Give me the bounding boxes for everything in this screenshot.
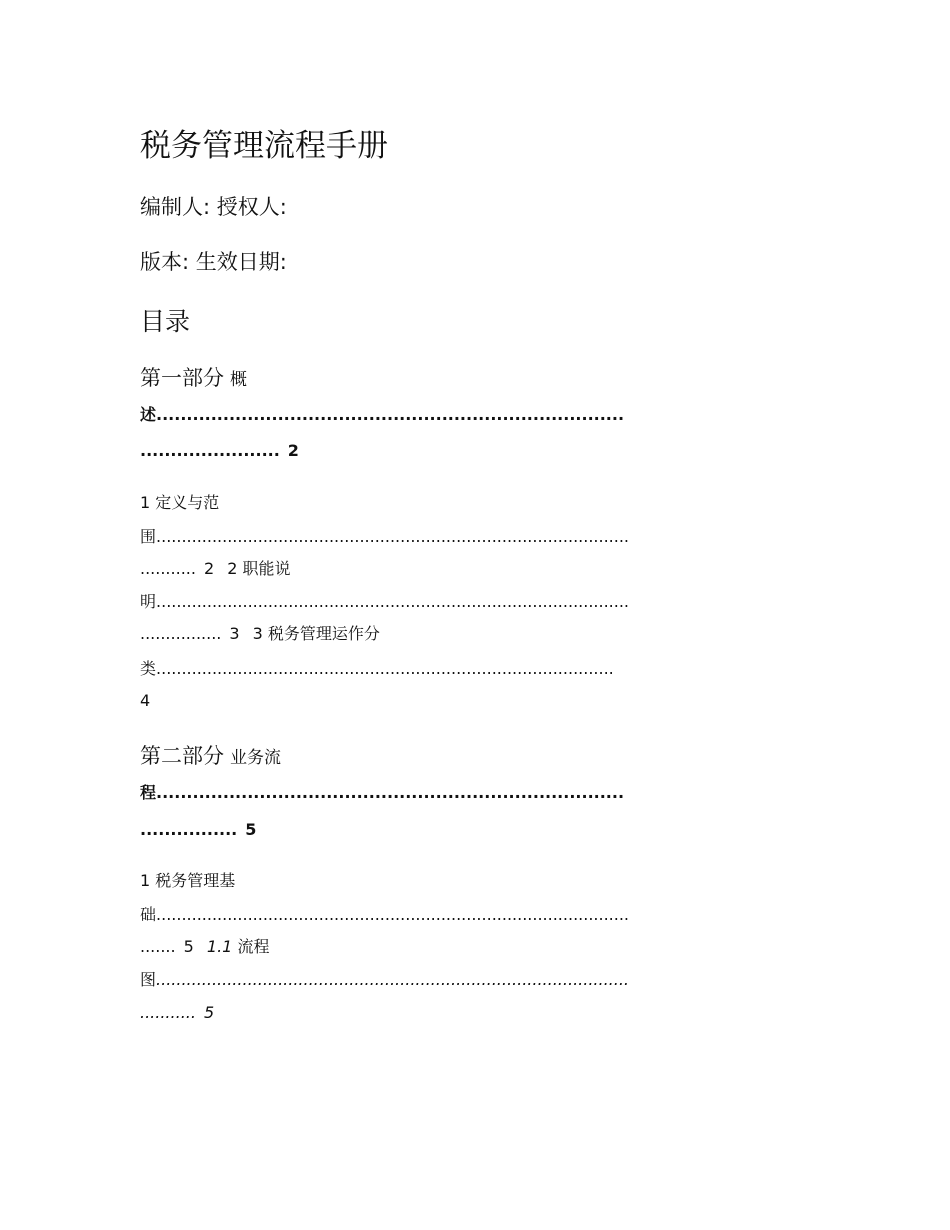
toc-part-1-name-tail: 述 bbox=[140, 405, 157, 424]
dot-leader: ............................................................................. bbox=[156, 783, 625, 802]
toc-item-3-page-line[interactable] bbox=[140, 689, 810, 713]
dot-leader: ............................................................................................. bbox=[156, 970, 630, 989]
toc-part-2-label: 第二部分 bbox=[140, 744, 224, 768]
toc-item-3-leader[interactable] bbox=[140, 657, 810, 681]
document-title: 税务管理流程手册 bbox=[140, 128, 388, 164]
toc-item-1-page-line[interactable] bbox=[140, 557, 810, 581]
version-line: 版本: 生效日期: bbox=[140, 250, 287, 274]
toc-part-1-leader-cont[interactable] bbox=[140, 439, 810, 463]
toc-item-2-page-line[interactable] bbox=[140, 622, 810, 646]
toc-item-4-leader[interactable] bbox=[140, 903, 810, 927]
dot-leader: .......................................................................................... bbox=[156, 659, 614, 678]
dot-leader: ........... bbox=[140, 1003, 196, 1022]
toc-item-4-page: 5 bbox=[183, 937, 194, 956]
author-line: 编制人: 授权人: bbox=[140, 195, 287, 219]
dot-leader: ............................................................................................. bbox=[156, 592, 630, 611]
toc-heading: 目录 bbox=[140, 307, 191, 336]
toc-item-4-title-tail: 础 bbox=[140, 905, 157, 924]
toc-item-1[interactable] bbox=[140, 491, 810, 515]
toc-item-1-leader[interactable] bbox=[140, 525, 810, 549]
toc-item-4[interactable] bbox=[140, 869, 810, 893]
toc-part-1-label: 第一部分 bbox=[140, 366, 224, 390]
toc-item-5-page: 5 bbox=[203, 1003, 215, 1022]
dot-leader: ............................................................................................. bbox=[156, 905, 630, 924]
toc-item-2-page: 3 bbox=[229, 624, 240, 643]
toc-item-5-title[interactable]: 流程 bbox=[237, 937, 270, 956]
toc-part-1-name: 概 bbox=[230, 370, 247, 390]
toc-part-1-leader[interactable] bbox=[140, 403, 810, 427]
toc-item-1-title-tail: 围 bbox=[140, 527, 157, 546]
toc-item-1-title: 1 定义与范 bbox=[140, 493, 220, 512]
toc-part-2-name: 业务流 bbox=[230, 748, 281, 768]
toc-item-4-page-line[interactable] bbox=[140, 935, 810, 959]
toc-item-5-title-tail: 图 bbox=[140, 970, 157, 989]
toc-part-2-name-tail: 程 bbox=[140, 783, 157, 802]
toc-part-1-page: 2 bbox=[287, 441, 299, 460]
dot-leader: ............................................................................................. bbox=[156, 527, 630, 546]
toc-part-1-heading[interactable] bbox=[140, 362, 247, 392]
toc-part-2-heading[interactable] bbox=[140, 740, 281, 770]
toc-part-2-leader[interactable] bbox=[140, 781, 810, 805]
dot-leader: ....... bbox=[140, 937, 176, 956]
toc-item-3-title[interactable]: 3 税务管理运作分 bbox=[252, 624, 380, 643]
dot-leader: ........... bbox=[140, 559, 196, 578]
toc-item-5-number[interactable]: 1.1 bbox=[206, 937, 233, 956]
toc-item-5-leader[interactable] bbox=[140, 968, 810, 992]
toc-item-5-page-line[interactable] bbox=[140, 1001, 810, 1025]
toc-item-2-leader[interactable] bbox=[140, 590, 810, 614]
toc-item-3-title-tail: 类 bbox=[140, 659, 157, 678]
dot-leader: ................ bbox=[140, 624, 222, 643]
toc-part-2-leader-cont[interactable] bbox=[140, 818, 810, 842]
toc-item-2-title-tail: 明 bbox=[140, 592, 157, 611]
toc-item-2-title[interactable]: 2 职能说 bbox=[227, 559, 291, 578]
dot-leader: ............................................................................. bbox=[156, 405, 625, 424]
toc-part-2-page: 5 bbox=[245, 820, 257, 839]
dot-leader: ................ bbox=[140, 820, 238, 839]
toc-item-3-page: 4 bbox=[140, 691, 151, 710]
toc-item-1-page: 2 bbox=[203, 559, 215, 578]
dot-leader: ....................... bbox=[140, 441, 280, 460]
toc-item-4-title: 1 税务管理基 bbox=[140, 871, 236, 890]
